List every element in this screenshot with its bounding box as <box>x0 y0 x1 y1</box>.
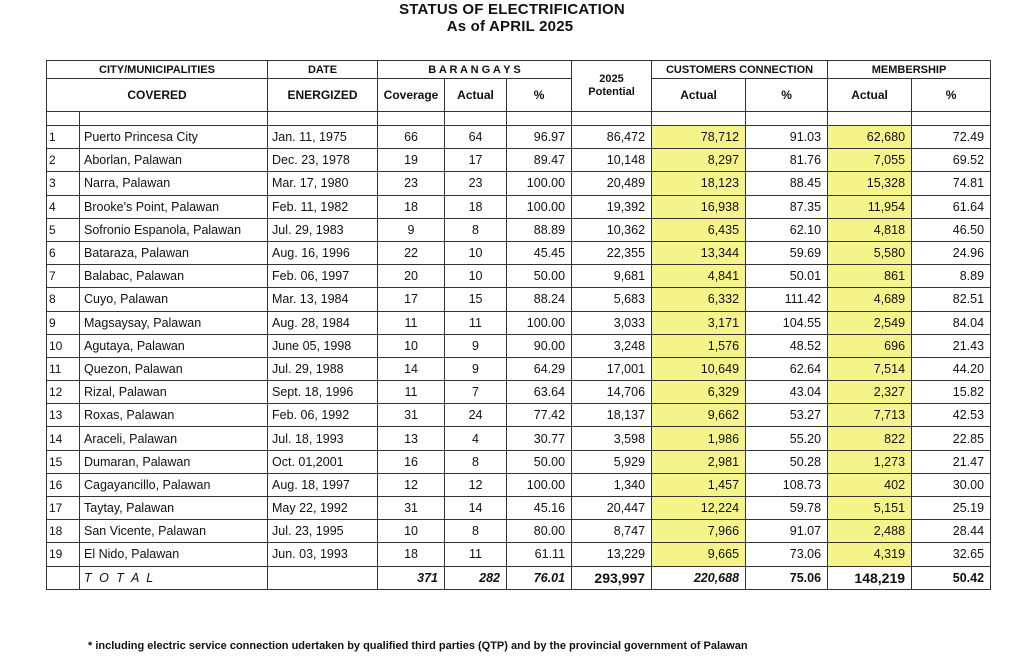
barangay-actual: 9 <box>445 334 507 357</box>
header-coverage: Coverage <box>378 79 445 112</box>
barangay-coverage: 18 <box>378 195 445 218</box>
customers-actual: 3,171 <box>652 311 746 334</box>
table-row <box>47 149 991 172</box>
potential: 17,001 <box>572 357 652 380</box>
customers-pct: 48.52 <box>746 334 828 357</box>
barangay-pct: 50.00 <box>507 265 572 288</box>
potential: 5,683 <box>572 288 652 311</box>
table-row <box>47 520 991 543</box>
barangay-coverage: 22 <box>378 241 445 264</box>
date-energized: Aug. 16, 1996 <box>268 241 378 264</box>
municipality-name: Balabac, Palawan <box>80 265 268 288</box>
customers-actual: 9,665 <box>652 543 746 566</box>
barangay-coverage: 16 <box>378 450 445 473</box>
barangay-pct: 50.00 <box>507 450 572 473</box>
barangay-pct: 100.00 <box>507 172 572 195</box>
total-coverage: 371 <box>378 566 445 589</box>
municipality-name: Rizal, Palawan <box>80 381 268 404</box>
barangay-pct: 90.00 <box>507 334 572 357</box>
municipality-name: Dumaran, Palawan <box>80 450 268 473</box>
customers-pct: 59.69 <box>746 241 828 264</box>
potential: 20,489 <box>572 172 652 195</box>
municipality-name: Magsaysay, Palawan <box>80 311 268 334</box>
customers-actual: 16,938 <box>652 195 746 218</box>
municipality-name: Roxas, Palawan <box>80 404 268 427</box>
customers-actual: 6,332 <box>652 288 746 311</box>
membership-pct: 8.89 <box>912 265 991 288</box>
date-energized: Dec. 23, 1978 <box>268 149 378 172</box>
barangay-coverage: 10 <box>378 520 445 543</box>
customers-pct: 43.04 <box>746 381 828 404</box>
date-energized: Mar. 13, 1984 <box>268 288 378 311</box>
table-row <box>47 195 991 218</box>
membership-pct: 22.85 <box>912 427 991 450</box>
potential: 22,355 <box>572 241 652 264</box>
barangay-actual: 11 <box>445 543 507 566</box>
barangay-actual: 9 <box>445 357 507 380</box>
barangay-coverage: 17 <box>378 288 445 311</box>
customers-pct: 62.10 <box>746 218 828 241</box>
customers-pct: 50.28 <box>746 450 828 473</box>
barangay-pct: 88.24 <box>507 288 572 311</box>
barangay-pct: 100.00 <box>507 473 572 496</box>
membership-pct: 30.00 <box>912 473 991 496</box>
customers-actual: 7,966 <box>652 520 746 543</box>
date-energized: Jul. 29, 1988 <box>268 357 378 380</box>
customers-actual: 13,344 <box>652 241 746 264</box>
total-potential: 293,997 <box>572 566 652 589</box>
membership-actual: 861 <box>828 265 912 288</box>
barangay-actual: 14 <box>445 497 507 520</box>
barangay-pct: 30.77 <box>507 427 572 450</box>
row-number: 14 <box>47 427 80 450</box>
customers-pct: 81.76 <box>746 149 828 172</box>
customers-actual: 9,662 <box>652 404 746 427</box>
customers-pct: 111.42 <box>746 288 828 311</box>
membership-actual: 4,319 <box>828 543 912 566</box>
barangay-actual: 64 <box>445 126 507 149</box>
header-potential-label: Potential <box>588 86 635 98</box>
barangay-actual: 24 <box>445 404 507 427</box>
membership-pct: 82.51 <box>912 288 991 311</box>
barangay-actual: 10 <box>445 265 507 288</box>
total-cust-pct: 75.06 <box>746 566 828 589</box>
barangay-actual: 15 <box>445 288 507 311</box>
municipality-name: Puerto Princesa City <box>80 126 268 149</box>
barangay-pct: 45.16 <box>507 497 572 520</box>
barangay-coverage: 18 <box>378 543 445 566</box>
barangay-coverage: 14 <box>378 357 445 380</box>
date-energized: Aug. 18, 1997 <box>268 473 378 496</box>
row-number: 16 <box>47 473 80 496</box>
header-barangays: B A R A N G A Y S <box>378 61 572 79</box>
barangay-pct: 89.47 <box>507 149 572 172</box>
membership-pct: 69.52 <box>912 149 991 172</box>
membership-actual: 2,488 <box>828 520 912 543</box>
barangay-pct: 100.00 <box>507 311 572 334</box>
customers-actual: 18,123 <box>652 172 746 195</box>
potential: 1,340 <box>572 473 652 496</box>
row-number: 3 <box>47 172 80 195</box>
table-row <box>47 381 991 404</box>
barangay-pct: 64.29 <box>507 357 572 380</box>
row-number: 2 <box>47 149 80 172</box>
barangay-coverage: 13 <box>378 427 445 450</box>
row-number: 1 <box>47 126 80 149</box>
barangay-pct: 88.89 <box>507 218 572 241</box>
header-date-bottom: ENERGIZED <box>268 79 378 112</box>
barangay-coverage: 20 <box>378 265 445 288</box>
report-title: STATUS OF ELECTRIFICATION <box>399 1 625 18</box>
header-date-top: DATE <box>268 61 378 79</box>
customers-actual: 8,297 <box>652 149 746 172</box>
potential: 20,447 <box>572 497 652 520</box>
total-label: T O T A L <box>80 566 268 589</box>
row-number: 18 <box>47 520 80 543</box>
customers-pct: 91.07 <box>746 520 828 543</box>
customers-pct: 73.06 <box>746 543 828 566</box>
barangay-pct: 63.64 <box>507 381 572 404</box>
membership-pct: 32.65 <box>912 543 991 566</box>
potential: 3,033 <box>572 311 652 334</box>
row-number: 12 <box>47 381 80 404</box>
row-number: 11 <box>47 357 80 380</box>
barangay-actual: 8 <box>445 520 507 543</box>
customers-actual: 4,841 <box>652 265 746 288</box>
date-energized: Mar. 17, 1980 <box>268 172 378 195</box>
municipality-name: Taytay, Palawan <box>80 497 268 520</box>
customers-pct: 55.20 <box>746 427 828 450</box>
membership-pct: 74.81 <box>912 172 991 195</box>
membership-actual: 7,514 <box>828 357 912 380</box>
header-pct: % <box>507 79 572 112</box>
membership-actual: 7,713 <box>828 404 912 427</box>
membership-actual: 4,818 <box>828 218 912 241</box>
barangay-actual: 7 <box>445 381 507 404</box>
table-row <box>47 404 991 427</box>
potential: 5,929 <box>572 450 652 473</box>
municipality-name: San Vicente, Palawan <box>80 520 268 543</box>
municipality-name: Narra, Palawan <box>80 172 268 195</box>
barangay-coverage: 11 <box>378 381 445 404</box>
customers-actual: 78,712 <box>652 126 746 149</box>
membership-actual: 2,327 <box>828 381 912 404</box>
table-row <box>47 311 991 334</box>
row-number: 17 <box>47 497 80 520</box>
total-mem-pct: 50.42 <box>912 566 991 589</box>
table-row <box>47 450 991 473</box>
potential: 3,248 <box>572 334 652 357</box>
header-potential-year: 2025 <box>599 73 624 85</box>
barangay-pct: 100.00 <box>507 195 572 218</box>
electrification-table <box>46 60 991 590</box>
report-subtitle: As of APRIL 2025 <box>446 18 574 35</box>
barangay-coverage: 31 <box>378 404 445 427</box>
barangay-actual: 10 <box>445 241 507 264</box>
membership-actual: 4,689 <box>828 288 912 311</box>
membership-pct: 44.20 <box>912 357 991 380</box>
header-mem-pct: % <box>912 79 991 112</box>
customers-pct: 50.01 <box>746 265 828 288</box>
membership-actual: 5,580 <box>828 241 912 264</box>
row-number: 15 <box>47 450 80 473</box>
potential: 18,137 <box>572 404 652 427</box>
header-customers: CUSTOMERS CONNECTION <box>652 61 828 79</box>
header-potential <box>572 61 652 112</box>
header-cust-pct: % <box>746 79 828 112</box>
municipality-name: Aborlan, Palawan <box>80 149 268 172</box>
customers-actual: 6,435 <box>652 218 746 241</box>
membership-actual: 11,954 <box>828 195 912 218</box>
potential: 8,747 <box>572 520 652 543</box>
table-total <box>47 566 991 589</box>
header-cust-actual: Actual <box>652 79 746 112</box>
municipality-name: Agutaya, Palawan <box>80 334 268 357</box>
footnote: * including electric service connection udertaken by qualified third parties (QTP) and by the provincial government of Palawan <box>88 640 748 652</box>
customers-pct: 59.78 <box>746 497 828 520</box>
table-row <box>47 218 991 241</box>
potential: 3,598 <box>572 427 652 450</box>
membership-pct: 15.82 <box>912 381 991 404</box>
barangay-coverage: 12 <box>378 473 445 496</box>
table-row <box>47 497 991 520</box>
municipality-name: Quezon, Palawan <box>80 357 268 380</box>
date-energized: Jan. 11, 1975 <box>268 126 378 149</box>
table-row <box>47 473 991 496</box>
barangay-pct: 61.11 <box>507 543 572 566</box>
date-energized: Feb. 11, 1982 <box>268 195 378 218</box>
potential: 14,706 <box>572 381 652 404</box>
row-number: 6 <box>47 241 80 264</box>
membership-pct: 61.64 <box>912 195 991 218</box>
municipality-name: Cagayancillo, Palawan <box>80 473 268 496</box>
table-header <box>47 61 991 126</box>
date-energized: June 05, 1998 <box>268 334 378 357</box>
table-row <box>47 357 991 380</box>
table-row <box>47 241 991 264</box>
municipality-name: Araceli, Palawan <box>80 427 268 450</box>
barangay-coverage: 10 <box>378 334 445 357</box>
membership-pct: 72.49 <box>912 126 991 149</box>
date-energized: Oct. 01,2001 <box>268 450 378 473</box>
row-number: 19 <box>47 543 80 566</box>
membership-pct: 25.19 <box>912 497 991 520</box>
total-mem: 148,219 <box>828 566 912 589</box>
header-membership: MEMBERSHIP <box>828 61 991 79</box>
membership-actual: 62,680 <box>828 126 912 149</box>
date-energized: Jul. 18, 1993 <box>268 427 378 450</box>
barangay-actual: 8 <box>445 450 507 473</box>
table-row <box>47 265 991 288</box>
membership-pct: 21.47 <box>912 450 991 473</box>
membership-actual: 15,328 <box>828 172 912 195</box>
membership-pct: 21.43 <box>912 334 991 357</box>
date-energized: Feb. 06, 1997 <box>268 265 378 288</box>
date-energized: Sept. 18, 1996 <box>268 381 378 404</box>
customers-actual: 1,576 <box>652 334 746 357</box>
date-energized: May 22, 1992 <box>268 497 378 520</box>
barangay-pct: 96.97 <box>507 126 572 149</box>
potential: 86,472 <box>572 126 652 149</box>
row-number: 10 <box>47 334 80 357</box>
row-number: 13 <box>47 404 80 427</box>
membership-actual: 696 <box>828 334 912 357</box>
membership-actual: 7,055 <box>828 149 912 172</box>
table-row <box>47 543 991 566</box>
customers-actual: 2,981 <box>652 450 746 473</box>
barangay-coverage: 19 <box>378 149 445 172</box>
potential: 10,362 <box>572 218 652 241</box>
barangay-coverage: 31 <box>378 497 445 520</box>
barangay-coverage: 66 <box>378 126 445 149</box>
membership-pct: 84.04 <box>912 311 991 334</box>
municipality-name: Bataraza, Palawan <box>80 241 268 264</box>
header-actual: Actual <box>445 79 507 112</box>
membership-actual: 5,151 <box>828 497 912 520</box>
customers-actual: 1,986 <box>652 427 746 450</box>
barangay-pct: 77.42 <box>507 404 572 427</box>
date-energized: Jul. 29, 1983 <box>268 218 378 241</box>
barangay-actual: 23 <box>445 172 507 195</box>
table-row <box>47 172 991 195</box>
table-row <box>47 334 991 357</box>
membership-pct: 42.53 <box>912 404 991 427</box>
barangay-pct: 80.00 <box>507 520 572 543</box>
customers-pct: 53.27 <box>746 404 828 427</box>
customers-actual: 10,649 <box>652 357 746 380</box>
potential: 10,148 <box>572 149 652 172</box>
barangay-actual: 18 <box>445 195 507 218</box>
table-row <box>47 288 991 311</box>
potential: 13,229 <box>572 543 652 566</box>
row-number: 4 <box>47 195 80 218</box>
customers-actual: 6,329 <box>652 381 746 404</box>
membership-pct: 28.44 <box>912 520 991 543</box>
row-number: 7 <box>47 265 80 288</box>
municipality-name: Sofronio Espanola, Palawan <box>80 218 268 241</box>
header-mem-actual: Actual <box>828 79 912 112</box>
membership-pct: 24.96 <box>912 241 991 264</box>
barangay-actual: 12 <box>445 473 507 496</box>
row-number: 9 <box>47 311 80 334</box>
header-city-bottom: COVERED <box>47 79 268 112</box>
total-actual: 282 <box>445 566 507 589</box>
barangay-coverage: 11 <box>378 311 445 334</box>
customers-actual: 12,224 <box>652 497 746 520</box>
total-pct: 76.01 <box>507 566 572 589</box>
header-city-top: CITY/MUNICIPALITIES <box>47 61 268 79</box>
membership-actual: 2,549 <box>828 311 912 334</box>
table-row <box>47 126 991 149</box>
date-energized: Jul. 23, 1995 <box>268 520 378 543</box>
date-energized: Aug. 28, 1984 <box>268 311 378 334</box>
table-row <box>47 427 991 450</box>
municipality-name: Cuyo, Palawan <box>80 288 268 311</box>
table-body <box>47 126 991 567</box>
membership-pct: 46.50 <box>912 218 991 241</box>
membership-actual: 402 <box>828 473 912 496</box>
customers-pct: 62.64 <box>746 357 828 380</box>
customers-pct: 87.35 <box>746 195 828 218</box>
customers-actual: 1,457 <box>652 473 746 496</box>
barangay-coverage: 9 <box>378 218 445 241</box>
total-cust: 220,688 <box>652 566 746 589</box>
membership-actual: 1,273 <box>828 450 912 473</box>
row-number: 5 <box>47 218 80 241</box>
membership-actual: 822 <box>828 427 912 450</box>
barangay-actual: 8 <box>445 218 507 241</box>
potential: 19,392 <box>572 195 652 218</box>
municipality-name: El Nido, Palawan <box>80 543 268 566</box>
barangay-actual: 4 <box>445 427 507 450</box>
barangay-pct: 45.45 <box>507 241 572 264</box>
row-number: 8 <box>47 288 80 311</box>
customers-pct: 91.03 <box>746 126 828 149</box>
barangay-actual: 11 <box>445 311 507 334</box>
customers-pct: 108.73 <box>746 473 828 496</box>
municipality-name: Brooke's Point, Palawan <box>80 195 268 218</box>
customers-pct: 88.45 <box>746 172 828 195</box>
barangay-coverage: 23 <box>378 172 445 195</box>
date-energized: Jun. 03, 1993 <box>268 543 378 566</box>
barangay-actual: 17 <box>445 149 507 172</box>
customers-pct: 104.55 <box>746 311 828 334</box>
potential: 9,681 <box>572 265 652 288</box>
date-energized: Feb. 06, 1992 <box>268 404 378 427</box>
